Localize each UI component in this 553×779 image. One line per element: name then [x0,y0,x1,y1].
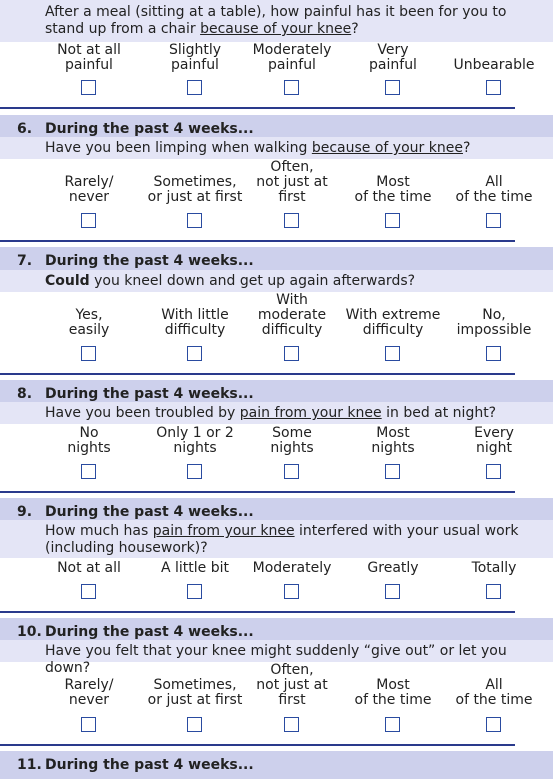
q9-option-checkbox[interactable] [486,584,501,599]
q9-divider [0,611,515,613]
q7-number: 7. [17,253,33,269]
q8-option-label: Every night [474,425,514,456]
q6-text-underlined: because of your knee [311,140,463,156]
q8-text-underlined: pain from your knee [239,405,382,421]
q5-question-text [45,4,545,38]
q10-number: 10. [17,624,42,640]
q9-option-label: A little bit [160,560,229,576]
q5-option-checkbox[interactable] [284,80,299,95]
q9-option-label: Greatly [367,560,419,576]
q9-option-checkbox[interactable] [385,584,400,599]
q6-option-checkbox[interactable] [81,213,96,228]
q10-option-label: Often, not just at first [256,662,328,708]
q10-option-checkbox[interactable] [486,717,501,732]
q7-option-label: Yes, easily [68,307,110,338]
q5-option-label: Unbearable [453,57,535,73]
q5-option-checkbox[interactable] [385,80,400,95]
q6-title: During the past 4 weeks... [45,121,254,137]
q6-option-checkbox[interactable] [385,213,400,228]
q8-divider [0,491,515,493]
q6-option-checkbox[interactable] [187,213,202,228]
q8-option-checkbox[interactable] [284,464,299,479]
q7-option-checkbox[interactable] [385,346,400,361]
q5-option-checkbox[interactable] [81,80,96,95]
q8-text-pre: Have you been troubled by [45,405,240,421]
q10-option-label: Most of the time [354,677,432,708]
q7-option-checkbox[interactable] [284,346,299,361]
q7-question-text [45,273,545,290]
q9-option-label: Totally [471,560,517,576]
q9-text-post: interfered with your usual work (including housework)? [45,523,519,556]
q7-option-checkbox[interactable] [486,346,501,361]
q8-option-label: Some nights [270,425,314,456]
q11-number: 11. [17,757,42,773]
q9-number: 9. [17,504,33,520]
q11-title: During the past 4 weeks... [45,757,254,773]
q9-option-checkbox[interactable] [284,584,299,599]
q5-text-pre: After a meal (sitting at a table), how painful has it been for you to stand up from a chair [45,4,507,37]
q10-text-pre: Have you felt that your knee might suddenly “give out” or let you down? [45,643,507,676]
q7-option-label: No, impossible [456,307,532,338]
q8-option-label: No nights [67,425,111,456]
q6-option-label: All of the time [455,174,533,205]
q8-text-post: in bed at night? [381,405,497,421]
q6-option-label: Rarely/ never [64,174,114,205]
q10-option-label: Sometimes, or just at first [147,677,243,708]
q7-option-label: With extreme difficulty [345,307,441,338]
q7-option-label: With little difficulty [161,307,229,338]
q9-option-label: Not at all [57,560,121,576]
q8-option-label: Only 1 or 2 nights [156,425,234,456]
q9-option-checkbox[interactable] [81,584,96,599]
q10-divider [0,744,515,746]
q7-option-label: With moderate difficulty [257,292,327,338]
q6-question-text [45,140,545,157]
q5-option-label: Not at all painful [57,42,121,73]
q5-text-post: ? [351,21,359,37]
q9-question-text [45,523,545,557]
q5-option-label: Slightly painful [168,42,222,73]
q10-option-checkbox[interactable] [187,717,202,732]
q9-title: During the past 4 weeks... [45,504,254,520]
q7-title: During the past 4 weeks... [45,253,254,269]
q8-question-text [45,405,545,422]
q10-option-label: All of the time [455,677,533,708]
q6-option-label: Sometimes, or just at first [147,174,243,205]
q8-option-checkbox[interactable] [486,464,501,479]
q9-option-checkbox[interactable] [187,584,202,599]
q11-header [0,751,553,779]
q6-text-post: ? [462,140,471,156]
q5-option-label: Moderately painful [252,42,332,73]
q7-text-post: you kneel down and get up again afterwards? [89,273,416,289]
q5-option-checkbox[interactable] [187,80,202,95]
q10-title: During the past 4 weeks... [45,624,254,640]
q8-option-checkbox[interactable] [81,464,96,479]
q7-divider [0,373,515,375]
q6-option-checkbox[interactable] [284,213,299,228]
q10-option-checkbox[interactable] [385,717,400,732]
q9-text-pre: How much has [45,523,153,539]
q6-option-label: Most of the time [354,174,432,205]
q8-title: During the past 4 weeks... [45,386,254,402]
q6-number: 6. [17,121,33,137]
q8-option-checkbox[interactable] [385,464,400,479]
q5-text-underlined: because of your knee [200,21,352,37]
q7-option-checkbox[interactable] [81,346,96,361]
q10-option-checkbox[interactable] [81,717,96,732]
q7-option-checkbox[interactable] [187,346,202,361]
q6-text-pre: Have you been limping when walking [45,140,312,156]
q9-text-underlined: pain from your knee [152,523,295,539]
q6-divider [0,240,515,242]
q7-text-bold: Could [45,273,90,289]
q5-divider [0,107,515,109]
q6-option-checkbox[interactable] [486,213,501,228]
q8-number: 8. [17,386,33,402]
q6-option-label: Often, not just at first [256,159,328,205]
q8-option-label: Most nights [371,425,415,456]
q9-option-label: Moderately [252,560,332,576]
q10-option-checkbox[interactable] [284,717,299,732]
q5-option-label: Very painful [369,42,417,73]
q10-option-label: Rarely/ never [64,677,114,708]
q5-option-checkbox[interactable] [486,80,501,95]
q8-option-checkbox[interactable] [187,464,202,479]
